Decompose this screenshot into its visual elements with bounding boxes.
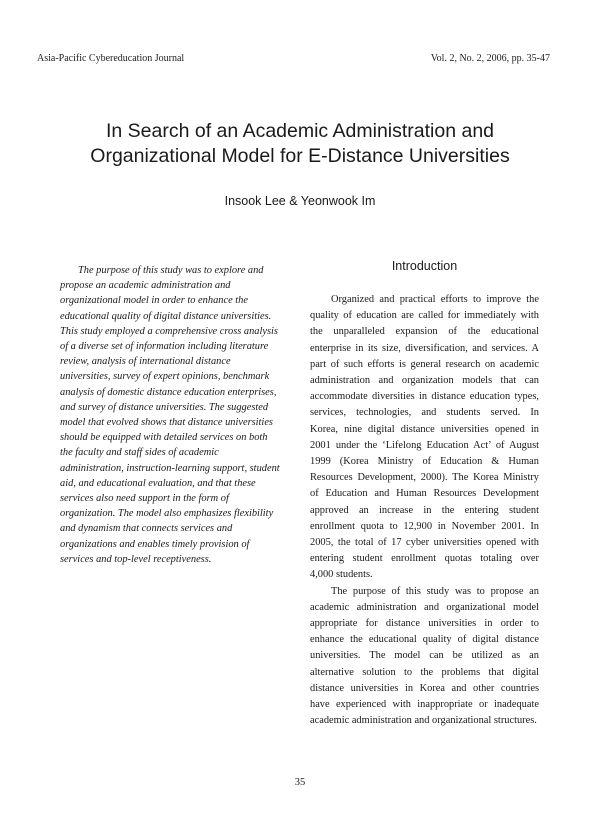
body-line: accommodate diversities in distance education types,	[310, 391, 539, 403]
abstract-line: model that evolved shows that distance universities	[60, 417, 273, 429]
body-line: the unparalleled expansion of the educational	[310, 326, 539, 338]
abstract-line: educational quality of digital distance universities.	[60, 310, 272, 322]
abstract-line: universities, survey of expert opinions, benchmark	[60, 371, 270, 383]
body-line: academic administration and organizational model	[310, 601, 539, 613]
body-line: 4,000 students.	[310, 569, 373, 581]
abstract-line: and survey of distance universities. The suggested	[60, 401, 269, 413]
abstract-line: This study employed a comprehensive cross analysis	[60, 325, 278, 337]
body-line: part of such efforts is general research on academic	[310, 358, 539, 370]
abstract-line: services and top-level receptiveness.	[60, 553, 212, 565]
body-line: have experienced with inappropriate or inadequate	[310, 699, 539, 711]
abstract-line: The purpose of this study was to explore and	[78, 265, 264, 276]
abstract-line: review, analysis of international distance	[60, 356, 231, 368]
body-line: enhance the educational quality of digital distance	[310, 634, 539, 646]
introduction-body	[310, 292, 539, 729]
body-line: Organized and practical efforts to improve the	[331, 294, 539, 305]
abstract-line: aid, and educational evaluation, and that these	[60, 477, 256, 489]
body-line: administration and organization models that can	[310, 375, 539, 387]
journal-name: Asia-Pacific Cybereducation Journal	[37, 53, 185, 64]
body-line: enrollment quota to 12,900 in November 2001. In	[310, 520, 539, 532]
body-line: Resources Development, 2000). The Korea Ministry	[310, 472, 539, 484]
title-line: In Search of an Academic Administration and	[105, 120, 495, 142]
body-line: quality of education are called for immediately with	[310, 310, 539, 322]
paper-title	[0, 119, 600, 169]
abstract-line: organizations and enables timely provision of	[60, 538, 250, 550]
body-line: approved an increase in the entering student	[310, 504, 539, 516]
abstract-line: administration, instruction-learning support, student	[60, 462, 280, 474]
body-line: universities. The model can be utilized as an	[310, 650, 539, 662]
body-line: The purpose of this study was to propose an	[331, 585, 539, 597]
abstract	[60, 263, 300, 567]
abstract-line: should be equipped with detailed services on both	[60, 432, 268, 444]
abstract-line: and dynamism that connects services and	[60, 523, 233, 535]
section-heading: Introduction	[391, 259, 458, 273]
body-line: of Education and Human Resources Development	[310, 488, 539, 500]
abstract-line: the faculty and staff sides of academic	[60, 447, 219, 459]
abstract-line: of a diverse set of information including literature	[60, 341, 269, 353]
body-line: appropriate for distance universities in order to	[310, 618, 539, 630]
abstract-line: propose an academic administration and	[60, 280, 231, 292]
abstract-line: organization. The model also emphasizes flexibility	[60, 508, 274, 520]
body-line: 2001 under the ‘Lifelong Education Act’ of August	[310, 439, 539, 451]
abstract-line: analysis of domestic distance education enterprises,	[60, 386, 277, 398]
body-line: distance universities in Korea and other countries	[310, 682, 539, 694]
body-line: services, technologies, and students served. In	[310, 407, 539, 419]
title-line: Organizational Model for E-Distance Universities	[90, 145, 510, 167]
body-line: enterprise in its size, diversification, and services. A	[310, 342, 539, 354]
body-line: 1999 (Korea Ministry of Education & Human	[310, 456, 539, 468]
abstract-line: services also need support in the form of	[60, 493, 229, 505]
abstract-line: organizational model in order to enhance the	[60, 295, 248, 307]
body-line: 2005, the total of 17 cyber universities opened with	[310, 537, 539, 549]
body-line: academic administration and organizational structures.	[310, 715, 537, 727]
body-line: alternative solution to the problems that digital	[310, 666, 539, 678]
page-number: 35	[294, 777, 306, 788]
volume-info: Vol. 2, No. 2, 2006, pp. 35-47	[430, 53, 550, 64]
body-line: entering student enrollment quotas totaling over	[310, 553, 539, 565]
body-line: Korea, nine digital distance universities opened in	[310, 423, 539, 435]
author-names: Insook Lee & Yeonwook Im	[224, 194, 376, 208]
